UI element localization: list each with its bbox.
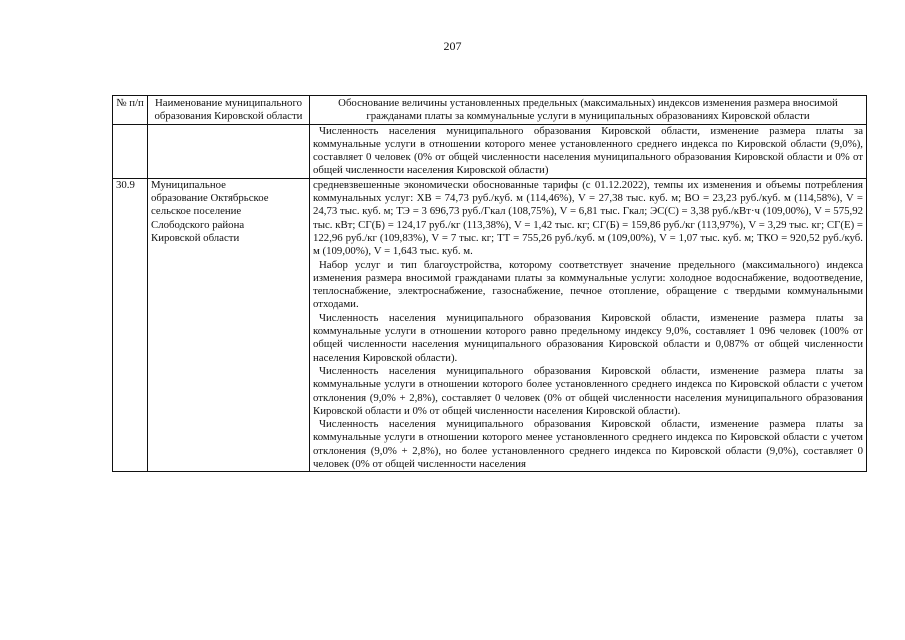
cell-number-empty: [113, 124, 148, 178]
cell-row-number: 30.9: [113, 178, 148, 472]
population-between-paragraph: Численность населения муниципального образования Кировской области, изменение размера платы за коммунальные услуги в отношении которого менее установленного среднего индекса по Кировской области с учетом отклонения (9,0% + 2,8%), но более установленного среднего индекса по Кировской области (9,0%), составляет 0 человек (0% от общей численности населения: [313, 418, 863, 471]
page-number: 207: [443, 39, 462, 53]
population-above-paragraph: Численность населения муниципального образования Кировской области, изменение размера платы за коммунальные услуги в отношении которого более установленного среднего индекса по Кировской области с учетом отклонения (9,0% + 2,8%), составляет 0 человек (0% от общей численности населения муниципального образования Кировской области и 0% от общей численности населения Кировской области).: [313, 364, 863, 417]
header-municipality: Наименование муниципального образования Кировской области: [148, 96, 310, 125]
cell-municipality-name: [148, 178, 310, 472]
table-header-row: [113, 96, 867, 125]
cell-continuation-text: [310, 124, 867, 178]
header-number: № п/п: [113, 96, 148, 125]
cell-justification-text: [310, 178, 867, 472]
name-line: образование Октябрьское: [151, 192, 269, 205]
name-line: сельское поселение: [151, 205, 242, 218]
table-row: [113, 178, 867, 472]
tariffs-paragraph: средневзвешенные экономически обоснованные тарифы (с 01.12.2022), темпы их изменения и объемы потребления коммунальных услуг: ХВ = 74,73 руб./куб. м (114,46%), V = 27,38 тыс. куб. м; ВО = 23,23 руб./куб. м (114,58%), V = 24,73 тыс. куб. м; ТЭ = 3 696,73 руб./Гкал (108,75%), V = 6,81 тыс. Гкал; ЭС(С) = 3,38 руб./кВт·ч (109,00%), V = 575,92 тыс. кВт; СГ(Б) = 124,17 руб./кг (113,38%), V = 1,42 тыс. кг; СГ(Б) = 159,86 руб./кг (113,97%), V = 3,29 тыс. кг; СГ(Е) = 122,96 руб./кг (109,83%), V = 7 тыс. кг; ТТ = 755,26 руб./куб. м (109,00%), V = 1,07 тыс. куб. м; ТКО = 920,52 руб./куб. м (109,00%), V = 1,643 тыс. куб. м.: [313, 178, 863, 258]
name-line: Кировской области: [151, 231, 240, 244]
table-row-continuation: [113, 124, 867, 178]
continuation-paragraph: Численность населения муниципального образования Кировской области, изменение размера платы за коммунальные услуги в отношении которого менее установленного среднего индекса по Кировской области (9,0%), составляет 0 человек (0% от общей численности населения муниципального образования Кировской области и 0% от общей численности населения Кировской области): [313, 124, 863, 177]
services-paragraph: Набор услуг и тип благоустройства, которому соответствует значение предельного (максимального) индекса изменения размера вносимой гражданами платы за коммунальные услуги: холодное водоснабжение, водоотведение, теплоснабжение, электроснабжение, газоснабжение, печное отопление, обращение с твердыми коммунальными отходами.: [313, 258, 863, 311]
header-justification: Обоснование величины установленных предельных (максимальных) индексов изменения размера вносимой гражданами платы за коммунальные услуги в муниципальных образованиях Кировской области: [310, 96, 867, 125]
cell-name-empty: [148, 124, 310, 178]
name-line: Муниципальное: [151, 178, 226, 191]
name-line: Слободского района: [151, 218, 245, 231]
tariff-justification-table: [112, 95, 867, 472]
population-equal-paragraph: Численность населения муниципального образования Кировской области, изменение размера платы за коммунальные услуги в отношении которого равно предельному индексу 9,0%, составляет 1 096 человек (100% от общей численности населения муниципального образования Кировской области и 0,087% от общей численности населения Кировской области).: [313, 311, 863, 364]
